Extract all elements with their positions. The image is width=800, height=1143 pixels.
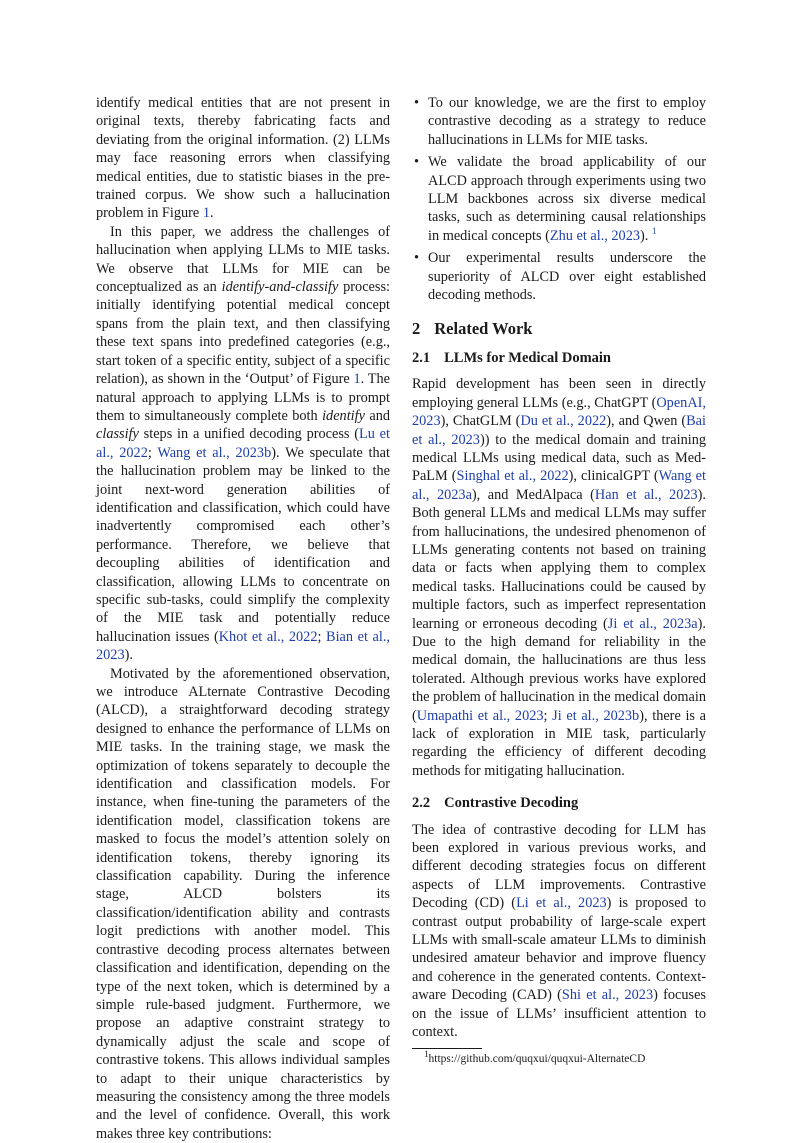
text: ), there is a lack of exploration in MIE task, particularly regarding the efficiency of different decoding methods for mitigating hallucination. [412,707,706,779]
text: process: initially identifying potential medical concept spans from the plain text, and then classifying these text spans into predefined categories (e.g., start token of a specific entity, subject of a specific relation), as shown in the ‘Output’ of Figure [96,279,390,388]
text: To our knowledge, we are the first to employ contrastive decoding as a strategy to reduce hallucinations in LLMs for MIE tasks. [428,95,706,148]
footnote-marker-link[interactable]: 1 [651,226,657,237]
subsection-heading-llms-medical [412,349,706,367]
figure-reference-link[interactable]: 1 [353,371,361,388]
text: Our experimental results underscore the superiority of ALCD over eight established decoding methods. [428,250,706,304]
text: and [364,407,391,424]
contributions-list [412,94,706,304]
citation-link[interactable]: Wang et al., 2023b [157,444,272,461]
left-column [96,94,390,1143]
text: In this paper, we address the challenges of hallucination when applying LLMs to MIE tasks. We observe that LLMs for MIE can be conceptualized as an [96,223,390,296]
citation-link[interactable]: Han et al., 2023 [594,486,698,503]
section-heading-related-work [412,320,706,338]
text: Rapid development has been seen in directly employing general LLMs (e.g., ChatGPT ( [412,376,706,411]
citation-link[interactable]: Bian et al., 2023 [96,628,390,664]
citation-link[interactable]: Lu et al., 2022 [96,426,390,461]
text: ; [147,444,158,461]
text: . The natural approach to applying LLMs is to prompt them to simultaneously complete both [96,371,390,424]
text: ). We speculate that the hallucination problem may be linked to the joint next-word generation abilities of identification and classification, which could have inadvertently compromised each other’s performance. Therefore, we believe that decoupling abilities of identification and classification, allowing LLMs to concentrate on specific sub-tasks, could simplify the complexity of the MIE task and potentially reduce hallucination issues ( [96,444,390,645]
text: ), and Qwen ( [606,413,687,430]
text: ; [543,707,553,724]
subsection-title: Contrastive Decoding [444,795,579,812]
paragraph-method-overview: Motivated by the aforementioned observation, we introduce ALternate Contrastive Decoding (ALCD), a straightforward decoding strategy designed to enhance the performance of LLMs on MIE tasks. In the training stage, we mask the optimization of tokens separately to decouple the identification and classification models. For instance, when fine-tuning the parameters of the identification model, classification tokens are masked to focus the model’s attention solely on identification tokens, thereby ignoring its classification capability. During the inference stage, ALCD bolsters its classification/identification ability and contrasts logit predictions with another model. This contrastive decoding process alternates between classification and identification, depending on the type of the next token, which is determined by a simple rule-based judgment. Furthermore, we propose an adaptive constraint strategy to dynamically adjust the scale and scope of contrastive tokens. This allows individual samples to adapt to their unique characteristics by measuring the consistency among the three models and the level of confidence. Overall, this work makes three key contributions: [96,665,390,1142]
bullet-icon: • [414,95,420,111]
subsection-title: LLMs for Medical Domain [444,349,611,366]
text: ), ChatGLM ( [440,413,521,430]
citation-link[interactable]: Wang et al., 2023a [412,468,706,503]
citation-link[interactable]: Umapathi et al., 2023 [416,707,544,724]
text: ) is proposed to contrast output probability of large-scale expert LLMs with small-scale amateur LLMs to diminish undesired amateur behavior and improve fluency and coherence in the generated contents. Context-aware Decoding (CAD) ( [412,895,706,1004]
section-title: Related Work [434,319,533,339]
citation-link[interactable]: OpenAI, 2023 [412,394,706,430]
list-item [412,249,706,304]
footnote-number: 1 [424,1048,429,1059]
citation-link[interactable]: Du et al., 2022 [520,413,607,430]
citation-link[interactable]: Singhal et al., 2022 [456,468,569,485]
footnote-divider [412,1048,482,1049]
text: ), clinicalGPT ( [568,468,659,485]
paragraph-approach [96,223,390,665]
list-item [412,153,706,245]
text: ). Both general LLMs and medical LLMs may suffer from hallucinations, the undesired phenomenon of LLMs generating contents not based on training data or facts when applying them to complex medical tasks. Hallucinations could be caused by multiple factors, such as imperfect representation learning or erroneous decoding ( [412,486,706,632]
citation-link[interactable]: Ji et al., 2023a [607,615,698,632]
footnote [412,1048,706,1066]
text: )) to the medical domain and training medical LLMs using medical data, such as Med-PaLM ( [412,431,706,485]
paragraph-intro-continued [96,94,390,223]
text: steps in a unified decoding process ( [138,426,359,443]
citation-link[interactable]: Bai et al., 2023 [412,413,706,448]
subsection-heading-contrastive-decoding [412,794,706,812]
subsection-number: 2.2 [412,795,431,812]
text: identify medical entities that are not present in original texts, thereby fabricating facts and deviating from the original information. (2) LLMs may face reasoning errors when classifying medical entities, due to statistic biases in the pre-trained corpus. We show such a hallucination problem in Figure [96,95,390,222]
text: ; [317,628,327,645]
text: The idea of contrastive decoding for LLM has been explored in various previous works, and different decoding strategies focus on different aspects of LLM improvements. Contrastive Decoding (CD) ( [412,821,706,912]
emphasis-text: identify [322,407,365,424]
text: ) focuses on the issue of LLMs’ insufficient attention to context. [412,987,706,1041]
subsection-number: 2.1 [412,349,431,366]
figure-reference-link[interactable]: 1 [202,205,210,222]
right-column [412,94,706,1066]
emphasis-text: classify [96,426,139,443]
text: ). [124,647,133,664]
paragraph-llms-medical [412,375,706,780]
text: We validate the broad applicability of our ALCD approach through experiments using two LLM backbones across six diverse medical tasks, such as determining causal relationships in medical concepts ( [428,154,706,244]
footnote-url-link[interactable]: https://github.com/quqxui/quqxui-AlternateCD [428,1052,646,1065]
text: ). [640,227,649,244]
citation-link[interactable]: Ji et al., 2023b [552,707,640,724]
list-item [412,94,706,149]
text: ). Due to the high demand for reliability in the medical domain, the hallucinations are thus less tolerated. Although previous works have explored the problem of hallucination in the medical domain ( [412,615,706,724]
bullet-icon: • [414,154,420,171]
citation-link[interactable]: Li et al., 2023 [516,895,607,912]
text: . [209,205,214,222]
bullet-icon: • [414,250,420,267]
paragraph-contrastive-decoding [412,821,706,1042]
citation-link[interactable]: Zhu et al., 2023 [549,227,641,244]
citation-link[interactable]: Khot et al., 2022 [218,628,318,645]
citation-link[interactable]: Shi et al., 2023 [561,987,654,1004]
section-number: 2 [412,319,421,339]
emphasis-text: identify-and-classify [221,279,339,296]
text: ), and MedAlpaca ( [471,486,595,503]
